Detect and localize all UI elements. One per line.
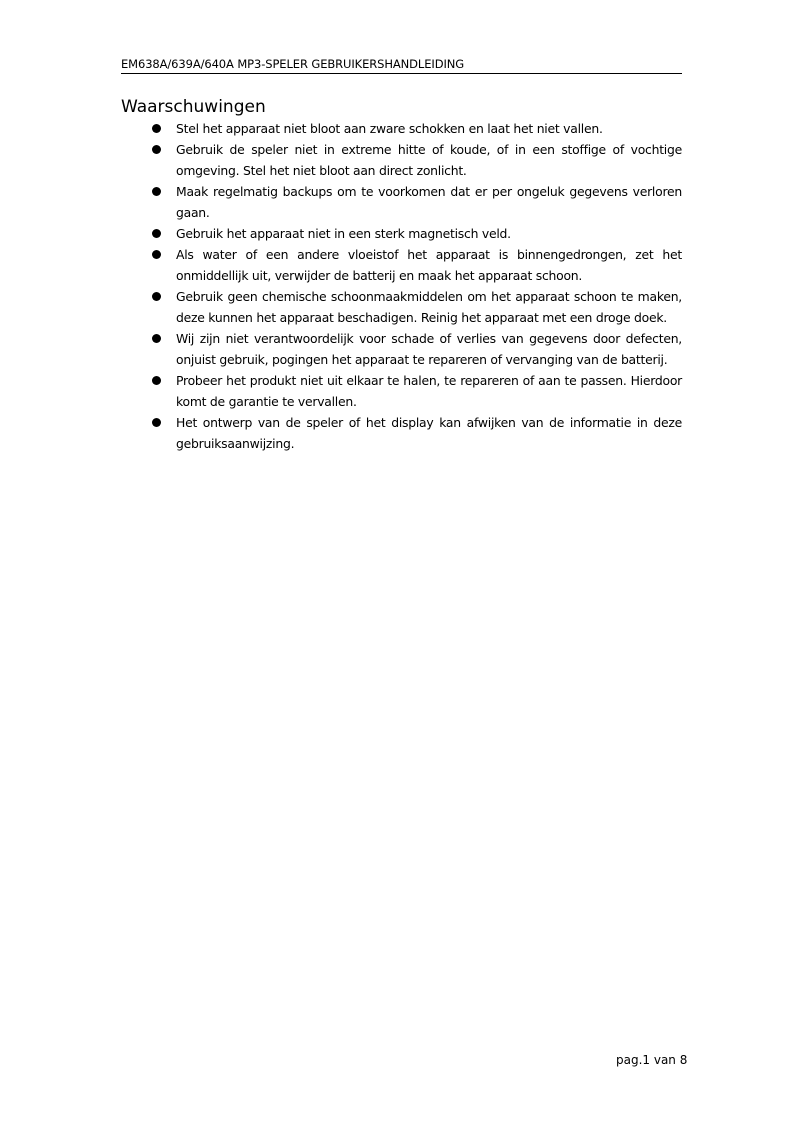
- bullet-icon: [152, 334, 161, 343]
- bullet-icon: [152, 145, 161, 154]
- bullet-icon: [152, 124, 161, 133]
- section-heading: Waarschuwingen: [121, 97, 266, 117]
- list-item: [150, 328, 682, 370]
- list-item-text: Als water of een andere vloeistof het apparaat is binnengedrongen, zet het onmiddellijk uit, verwijder de batterij en maak het apparaat schoon.: [176, 247, 682, 283]
- list-item-text: Gebruik het apparaat niet in een sterk magnetisch veld.: [176, 226, 511, 241]
- list-item-text: Probeer het produkt niet uit elkaar te halen, te repareren of aan te passen. Hierdoor komt de garantie te vervallen.: [176, 373, 682, 409]
- list-item: [150, 223, 682, 244]
- bullet-icon: [152, 292, 161, 301]
- bullet-icon: [152, 376, 161, 385]
- bullet-icon: [152, 187, 161, 196]
- list-item-text: Het ontwerp van de speler of het display kan afwijken van de informatie in deze gebruiksaanwijzing.: [176, 415, 682, 451]
- page-number: pag.1 van 8: [616, 1053, 688, 1067]
- list-item: [150, 286, 682, 328]
- list-item: [150, 412, 682, 454]
- warnings-list: [150, 118, 682, 454]
- list-item: [150, 181, 682, 223]
- document-header: EM638A/639A/640A MP3-SPELER GEBRUIKERSHANDLEIDING: [121, 57, 682, 74]
- list-item: [150, 139, 682, 181]
- list-item-text: Gebruik geen chemische schoonmaakmiddelen om het apparaat schoon te maken, deze kunnen het apparaat beschadigen. Reinig het apparaat met een droge doek.: [176, 289, 682, 325]
- list-item: [150, 370, 682, 412]
- list-item-text: Gebruik de speler niet in extreme hitte of koude, of in een stoffige of vochtige omgeving. Stel het niet bloot aan direct zonlicht.: [176, 142, 682, 178]
- list-item-text: Stel het apparaat niet bloot aan zware schokken en laat het niet vallen.: [176, 121, 603, 136]
- list-item-text: Wij zijn niet verantwoordelijk voor schade of verlies van gegevens door defecten, onjuist gebruik, pogingen het apparaat te repareren of vervanging van de batterij.: [176, 331, 682, 367]
- list-item: [150, 118, 682, 139]
- bullet-icon: [152, 229, 161, 238]
- bullet-icon: [152, 418, 161, 427]
- list-item: [150, 244, 682, 286]
- list-item-text: Maak regelmatig backups om te voorkomen dat er per ongeluk gegevens verloren gaan.: [176, 184, 682, 220]
- bullet-icon: [152, 250, 161, 259]
